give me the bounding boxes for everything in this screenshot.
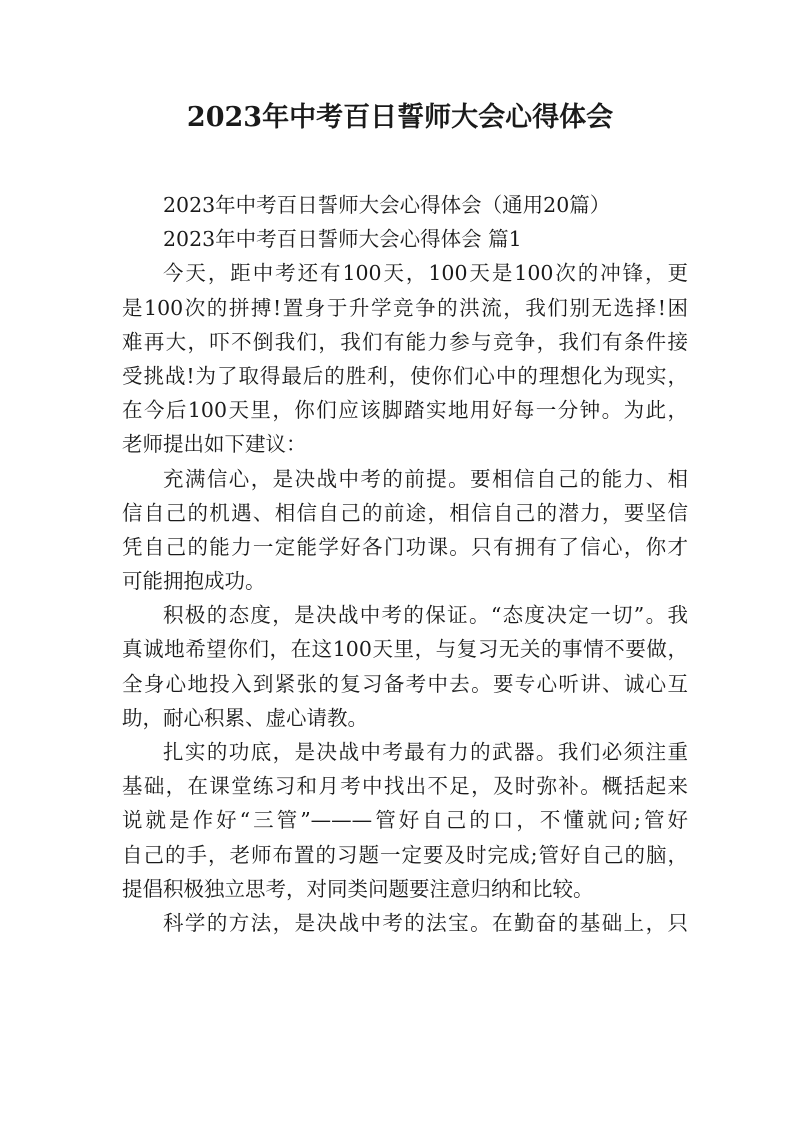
- text-line: 自己的手，老师布置的习题一定要及时完成;管好自己的脑，: [122, 842, 688, 867]
- document-body: [122, 188, 688, 940]
- text-line: 凭自己的能力一定能学好各门功课。只有拥有了信心，你才: [122, 534, 688, 559]
- text-line: 科学的方法，是决战中考的法宝。在勤奋的基础上，只: [163, 910, 688, 935]
- text-line: 受挑战!为了取得最后的胜利，使你们心中的理想化为现实，: [122, 363, 688, 388]
- text-line: 说就是作好“三管”———管好自己的口，不懂就问;管好: [122, 808, 688, 833]
- text-line: 今天，距中考还有100天，100天是100次的冲锋，更: [163, 261, 688, 286]
- text-line: 老师提出如下建议：: [122, 432, 307, 457]
- text-line: 助，耐心积累、虚心请教。: [122, 705, 368, 730]
- text-line: 2023年中考百日誓师大会心得体会（通用20篇）: [163, 193, 611, 217]
- text-line: 在今后100天里，你们应该脚踏实地用好每一分钟。为此，: [122, 398, 688, 423]
- text-line: 提倡积极独立思考，对同类问题要注意归纳和比较。: [122, 876, 594, 901]
- text-line: 全身心地投入到紧张的复习备考中去。要专心听讲、诚心互: [122, 671, 688, 696]
- text-line: 充满信心，是决战中考的前提。要相信自己的能力、相: [163, 466, 688, 491]
- text-line: 积极的态度，是决战中考的保证。“态度决定一切”。我: [163, 603, 688, 628]
- text-line: 是100次的拼搏!置身于升学竞争的洪流，我们别无选择!困: [122, 295, 688, 320]
- text-line: 信自己的机遇、相信自己的前途，相信自己的潜力，要坚信: [122, 500, 688, 525]
- text-line: 基础，在课堂练习和月考中找出不足，及时弥补。概括起来: [122, 774, 688, 799]
- text-line: 可能拥抱成功。: [122, 569, 266, 594]
- text-line: 真诚地希望你们，在这100天里，与复习无关的事情不要做，: [122, 637, 688, 662]
- text-line: 扎实的功底，是决战中考最有力的武器。我们必须注重: [163, 740, 688, 764]
- document-title: 2023年中考百日誓师大会心得体会: [186, 102, 614, 133]
- text-line: 2023年中考百日誓师大会心得体会 篇1: [163, 227, 522, 252]
- text-line: 难再大，吓不倒我们，我们有能力参与竞争，我们有条件接: [122, 329, 688, 354]
